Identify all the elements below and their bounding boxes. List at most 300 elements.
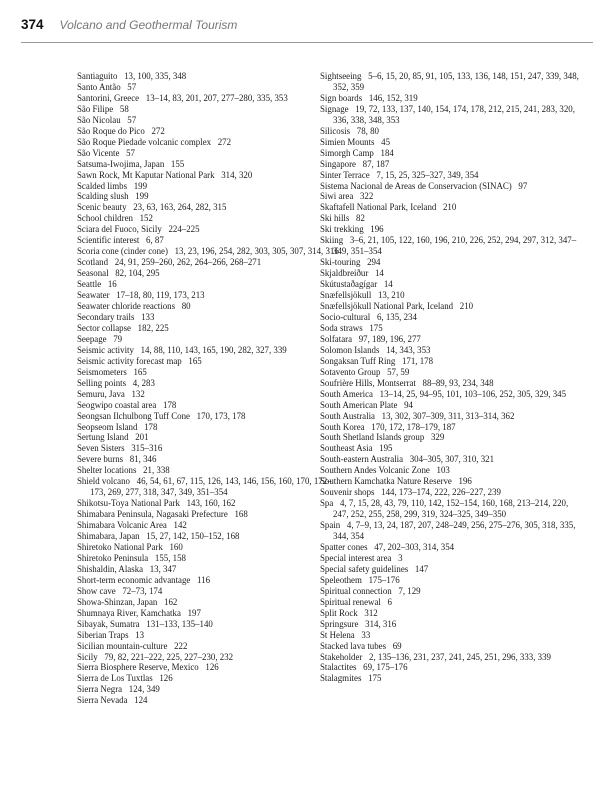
- index-page-refs: 33: [361, 629, 371, 640]
- index-page-refs: 168: [234, 509, 248, 520]
- index-term: Simien Mounts: [320, 136, 375, 147]
- index-entry: [320, 476, 582, 487]
- index-entry: [320, 170, 582, 181]
- index-page-refs: 16: [107, 279, 117, 290]
- index-entry: [77, 662, 339, 673]
- index-page-refs: 175: [369, 322, 383, 333]
- index-entry: [77, 608, 339, 619]
- index-page-refs: 142: [173, 520, 187, 531]
- index-term: Seogwipo coastal area: [77, 399, 157, 410]
- index-page-refs: 69, 175–176: [363, 662, 408, 673]
- index-page-refs: 3–6, 21, 105, 122, 160, 196, 210, 226, 252, 294, 297, 312, 347–349, 351–354: [333, 235, 577, 257]
- index-term: Singapore: [320, 158, 356, 169]
- index-page-refs: 79, 82, 221–222, 225, 227–230, 232: [104, 651, 234, 662]
- index-page-refs: 170, 172, 178–179, 187: [371, 421, 456, 432]
- index-page-refs: 131–133, 135–140: [146, 618, 213, 629]
- index-term: Santo Antão: [77, 81, 121, 92]
- index-term: Shelter locations: [77, 465, 137, 476]
- index-term: Special safety guidelines: [320, 563, 409, 574]
- index-term: Sistema Nacional de Areas de Conservacion (SINAC): [320, 180, 512, 191]
- index-page-refs: 13, 302, 307–309, 311, 313–314, 362: [381, 410, 515, 421]
- index-entry: [77, 301, 339, 312]
- index-page-refs: 147: [414, 563, 429, 574]
- index-entry: [320, 356, 582, 367]
- index-entry: [77, 71, 339, 82]
- index-page-refs: 6, 87: [146, 235, 164, 246]
- index-page-refs: 78, 80: [356, 125, 379, 136]
- index-page-refs: 146, 152, 319: [368, 92, 418, 103]
- index-entry: [77, 93, 339, 104]
- index-entry: [320, 235, 582, 257]
- index-entry: [77, 641, 339, 652]
- index-term: Soufrière Hills, Montserrat: [320, 377, 416, 388]
- index-entry: [320, 389, 582, 400]
- index-term: School children: [77, 213, 133, 224]
- index-page-refs: 82, 104, 295: [115, 268, 160, 279]
- index-term: Scotland: [77, 257, 109, 268]
- index-term: Shimabara Peninsula, Nagasaki Prefecture: [77, 509, 228, 520]
- index-entry: [320, 93, 582, 104]
- index-page-refs: 224–225: [168, 224, 200, 235]
- index-entry: [320, 301, 582, 312]
- index-term: Sertung Island: [77, 432, 129, 443]
- index-entry: [77, 202, 339, 213]
- index-term: Solomon Islands: [320, 344, 380, 355]
- index-page-refs: 69: [392, 640, 402, 651]
- index-term: Sinter Terrace: [320, 169, 370, 180]
- index-term: Siwi area: [320, 191, 354, 202]
- index-page-refs: 322: [359, 191, 374, 202]
- index-entry: [320, 619, 582, 630]
- index-page-refs: 14, 88, 110, 143, 165, 190, 282, 327, 339: [140, 344, 287, 355]
- index-entry: [77, 684, 339, 695]
- index-page-refs: 57, 59: [387, 366, 410, 377]
- index-term: Ski hills: [320, 213, 350, 224]
- index-page-refs: 294: [367, 257, 381, 268]
- index-page-refs: 165: [188, 355, 202, 366]
- index-page-refs: 314, 320: [221, 169, 253, 180]
- index-term: Shishaldin, Alaska: [77, 563, 144, 574]
- index-page-refs: 88–89, 93, 234, 348: [422, 377, 494, 388]
- index-page-refs: 7, 15, 25, 325–327, 349, 354: [376, 169, 479, 180]
- index-term: Silicosis: [320, 125, 351, 136]
- index-term: Satsuma-Iwojima, Japan: [77, 158, 165, 169]
- index-term: Stakeholder: [320, 651, 363, 662]
- index-page-refs: 87, 187: [362, 158, 390, 169]
- index-entry: [320, 673, 582, 684]
- index-page-refs: 196: [458, 476, 472, 487]
- index-entry: [77, 411, 339, 422]
- index-term: South America: [320, 388, 373, 399]
- index-page-refs: 23, 63, 163, 264, 282, 315: [133, 202, 227, 213]
- running-title: Volcano and Geothermal Tourism: [59, 18, 238, 32]
- index-term: South Korea: [320, 421, 365, 432]
- index-page-refs: 94: [404, 399, 413, 410]
- index-term: São Nicolau: [77, 114, 121, 125]
- index-term: Skaftafell National Park, Iceland: [320, 202, 437, 213]
- index-entry: [320, 564, 582, 575]
- index-page-refs: 3: [398, 552, 403, 563]
- index-term: Split Rock: [320, 607, 358, 618]
- index-page-refs: 126: [205, 662, 219, 673]
- index-page-refs: 13, 100, 335, 348: [124, 71, 187, 81]
- index-page-refs: 14, 343, 353: [386, 344, 431, 355]
- index-term: Shimabara Volcanic Area: [77, 520, 167, 531]
- index-entry: [320, 257, 582, 268]
- index-entry: [320, 334, 582, 345]
- index-term: Shiretoko Peninsula: [77, 552, 149, 563]
- index-term: Shimabara, Japan: [77, 531, 140, 542]
- index-entry: [320, 641, 582, 652]
- index-term: Snæfellsjökull: [320, 290, 372, 301]
- index-term: St Helena: [320, 629, 355, 640]
- index-entry: [77, 148, 339, 159]
- index-term: Seopseom Island: [77, 421, 138, 432]
- index-term: Seawater chloride reactions: [77, 301, 176, 312]
- index-entry: [77, 432, 339, 443]
- index-term: Sightseeing: [320, 71, 362, 81]
- index-page-refs: 24, 91, 259–260, 262, 264–266, 268–271: [114, 257, 262, 268]
- index-term: Shiretoko National Park: [77, 541, 163, 552]
- index-entry: [320, 213, 582, 224]
- index-term: Sicilian mountain-culture: [77, 640, 168, 651]
- index-term: São Roque do Pico: [77, 125, 145, 136]
- index-entry: [77, 290, 339, 301]
- index-page-refs: 222: [174, 640, 188, 651]
- index-entry: [320, 465, 582, 476]
- index-page-refs: 103: [436, 465, 450, 476]
- index-term: Show cave: [77, 585, 116, 596]
- index-entry: [320, 432, 582, 443]
- index-page-refs: 170, 173, 178: [196, 410, 246, 421]
- index-entry: [77, 498, 339, 509]
- index-term: Soda straws: [320, 322, 363, 333]
- index-page-refs: 165: [133, 366, 147, 377]
- index-entry: [320, 411, 582, 422]
- index-page-refs: 13, 23, 196, 254, 282, 303, 305, 307, 314, 316: [174, 246, 339, 257]
- index-page-refs: 143, 160, 162: [186, 498, 236, 509]
- index-page-refs: 155: [170, 158, 185, 169]
- index-page-refs: 210: [442, 202, 457, 213]
- index-term: South Australia: [320, 410, 375, 421]
- index-page-refs: 57: [127, 81, 137, 92]
- index-term: Spiritual renewal: [320, 596, 381, 607]
- index-term: Showa-Shinzan, Japan: [77, 596, 158, 607]
- index-page-refs: 97, 189, 196, 277: [358, 333, 421, 344]
- index-term: Scalded limbs: [77, 180, 128, 191]
- index-entry: [320, 487, 582, 498]
- index-term: Spain: [320, 520, 341, 531]
- index-term: Seawater: [77, 290, 110, 301]
- index-entry: [77, 191, 339, 202]
- index-term: Secondary trails: [77, 311, 135, 322]
- index-term: Socio-cultural: [320, 311, 371, 322]
- index-entry: [77, 115, 339, 126]
- index-term: Southern Andes Volcanic Zone: [320, 465, 430, 476]
- index-page-refs: 196: [370, 224, 384, 235]
- index-entry: [320, 400, 582, 411]
- index-page-refs: 7, 129: [398, 585, 421, 596]
- index-entry: [320, 290, 582, 301]
- page-number: 374: [21, 17, 44, 32]
- index-entry: [77, 356, 339, 367]
- index-page-refs: 2, 135–136, 231, 237, 241, 245, 251, 296, 333, 339: [369, 651, 551, 662]
- index-entry: [77, 312, 339, 323]
- index-term: Ski-touring: [320, 257, 361, 268]
- index-page-refs: 58: [119, 103, 129, 114]
- index-term: Selling points: [77, 377, 127, 388]
- index-term: Stalagmites: [320, 673, 362, 684]
- index-page-refs: 195: [379, 443, 393, 454]
- index-page-refs: 199: [135, 191, 149, 202]
- index-page-refs: 5–6, 15, 20, 85, 91, 105, 133, 136, 148, 151, 247, 339, 348, 352, 359: [333, 71, 579, 92]
- index-entry: [320, 662, 582, 673]
- index-entry: [320, 608, 582, 619]
- index-term: Southern Kamchatka Nature Reserve: [320, 476, 452, 487]
- index-entry: [77, 564, 339, 575]
- index-page-refs: 47, 202–303, 314, 354: [374, 541, 455, 552]
- index-entry: [320, 542, 582, 553]
- index-entry: [320, 126, 582, 137]
- index-term: Spiritual connection: [320, 585, 392, 596]
- index-entry: [77, 619, 339, 630]
- index-term: Speleothem: [320, 574, 362, 585]
- index-entry: [320, 268, 582, 279]
- index-column-left: [77, 71, 339, 706]
- index-term: Seepage: [77, 333, 107, 344]
- index-term: Scoria cone (cinder cone): [77, 246, 168, 257]
- index-term: Seismic activity forecast map: [77, 355, 182, 366]
- index-page-refs: 116: [197, 574, 211, 585]
- index-term: Seasonal: [77, 268, 109, 279]
- index-page-refs: 14: [374, 268, 384, 279]
- index-page-refs: 19, 72, 133, 137, 140, 154, 174, 178, 212, 215, 241, 283, 320, 336, 338, 348, 353: [333, 103, 575, 125]
- index-page-refs: 4, 283: [132, 377, 155, 388]
- index-entry: [77, 575, 339, 586]
- index-entry: [77, 170, 339, 181]
- index-entry: [77, 235, 339, 246]
- page-header: [21, 17, 237, 41]
- index-page-refs: 4, 7, 15, 28, 43, 79, 110, 142, 152–154, 160, 168, 213–214, 220, 247, 252, 255, 258, 299, 319, 324–325, 349–350: [333, 498, 569, 520]
- index-term: Songaksan Tuff Ring: [320, 355, 396, 366]
- index-page-refs: 6, 135, 234: [376, 311, 417, 322]
- index-entry: [320, 345, 582, 356]
- index-term: Signage: [320, 103, 349, 114]
- index-entry: [77, 520, 339, 531]
- index-term: Sciara del Fuoco, Sicily: [77, 224, 162, 235]
- index-page-refs: 45: [381, 136, 391, 147]
- index-page-refs: 144, 173–174, 222, 226–227, 239: [381, 487, 501, 498]
- index-term: Sawn Rock, Mt Kaputar National Park: [77, 169, 215, 180]
- index-entry: [77, 630, 339, 641]
- index-entry: [320, 148, 582, 159]
- index-page-refs: 272: [217, 136, 232, 147]
- index-entry: [320, 323, 582, 334]
- index-page-refs: 57: [126, 147, 135, 158]
- index-term: Shield volcano: [77, 476, 130, 487]
- index-page-refs: 124: [134, 695, 148, 706]
- index-entry: [77, 443, 339, 454]
- index-page-refs: 160: [169, 541, 183, 552]
- index-term: Seismic activity: [77, 344, 134, 355]
- index-entry: [77, 465, 339, 476]
- index-entry: [320, 652, 582, 663]
- index-term: Spa: [320, 498, 334, 509]
- index-page-refs: 6: [387, 596, 392, 607]
- index-entry: [320, 202, 582, 213]
- index-page-refs: 72–73, 174: [122, 585, 163, 596]
- index-page-refs: 13–14, 25, 94–95, 101, 103–106, 252, 305, 329, 345: [379, 388, 567, 399]
- index-page-refs: 312: [364, 607, 378, 618]
- index-page-refs: 178: [144, 421, 158, 432]
- index-page-refs: 81, 346: [129, 454, 157, 465]
- index-entry: [320, 586, 582, 597]
- index-entry: [77, 422, 339, 433]
- index-entry: [77, 213, 339, 224]
- index-page-refs: 79: [113, 333, 123, 344]
- index-page-refs: 15, 27, 142, 150–152, 168: [146, 531, 240, 542]
- index-entry: [320, 422, 582, 433]
- index-entry: [77, 159, 339, 170]
- index-entry: [77, 334, 339, 345]
- index-entry: [77, 224, 339, 235]
- index-page-refs: 184: [380, 147, 394, 158]
- index-entry: [77, 597, 339, 608]
- index-term: Scientific interest: [77, 235, 140, 246]
- index-term: São Roque Piedade volcanic complex: [77, 136, 212, 147]
- index-page-refs: 13, 347: [149, 563, 177, 574]
- index-page-refs: 315–316: [131, 443, 163, 454]
- index-entry: [77, 279, 339, 290]
- index-page-refs: 46, 54, 61, 67, 115, 126, 143, 146, 156, 160, 170, 172–173, 269, 277, 318, 347, 349, 351–354: [90, 476, 332, 498]
- index-page-refs: 126: [159, 673, 173, 684]
- index-page-refs: 13: [135, 629, 145, 640]
- index-term: Southeast Asia: [320, 443, 373, 454]
- index-entry: [77, 268, 339, 279]
- index-entry: [320, 520, 582, 542]
- index-term: Short-term economic advantage: [77, 574, 191, 585]
- index-entry: [320, 575, 582, 586]
- index-term: Sierra Nevada: [77, 695, 128, 706]
- index-term: Seongsan Ilchulbong Tuff Cone: [77, 410, 190, 421]
- index-page-refs: 329: [430, 432, 445, 443]
- index-term: Semuru, Java: [77, 388, 125, 399]
- index-page-refs: 272: [151, 125, 165, 136]
- index-entry: [77, 345, 339, 356]
- index-entry: [77, 652, 339, 663]
- index-term: Springsure: [320, 618, 359, 629]
- index-entry: [320, 454, 582, 465]
- index-page-refs: 178: [163, 399, 177, 410]
- index-entry: [320, 597, 582, 608]
- index-term: São Vicente: [77, 147, 120, 158]
- index-term: Seattle: [77, 279, 102, 290]
- index-entry: [77, 389, 339, 400]
- index-entry: [77, 673, 339, 684]
- index-entry: [320, 71, 582, 93]
- index-term: South American Plate: [320, 399, 398, 410]
- index-term: Scalding slush: [77, 191, 129, 202]
- index-page-refs: 155, 158: [154, 552, 186, 563]
- index-entry: [77, 126, 339, 137]
- index-page-refs: 182, 225: [137, 322, 169, 333]
- index-term: Special interest area: [320, 552, 392, 563]
- index-term: Santorini, Greece: [77, 92, 140, 103]
- index-page-refs: 304–305, 307, 310, 321: [409, 454, 495, 465]
- index-page-refs: 4, 7–9, 13, 24, 187, 207, 248–249, 256, 275–276, 305, 318, 335, 344, 354: [333, 520, 576, 542]
- index-entry: [77, 378, 339, 389]
- index-page-refs: 171, 178: [401, 355, 434, 366]
- index-entry: [77, 695, 339, 706]
- index-entry: [77, 509, 339, 520]
- index-entry: [77, 323, 339, 334]
- index-page-refs: 133: [141, 311, 155, 322]
- index-page-refs: 13–14, 83, 201, 207, 277–280, 335, 353: [145, 92, 288, 103]
- index-term: Sector collapse: [77, 322, 131, 333]
- index-entry: [77, 586, 339, 597]
- index-term: Seven Sisters: [77, 443, 125, 454]
- index-page-refs: 162: [164, 596, 178, 607]
- index-page-refs: 14: [383, 279, 393, 290]
- index-term: Severe burns: [77, 454, 124, 465]
- index-entry: [320, 443, 582, 454]
- index-term: South Shetland Islands group: [320, 432, 425, 443]
- index-entry: [320, 104, 582, 126]
- index-page-refs: 124, 349: [128, 684, 160, 695]
- index-entry: [320, 137, 582, 148]
- index-page-refs: 97: [518, 180, 528, 191]
- index-page-refs: 57: [127, 114, 137, 125]
- index-page-refs: 199: [133, 180, 148, 191]
- index-entry: [320, 224, 582, 235]
- index-term: Sign boards: [320, 92, 363, 103]
- index-entry: [77, 531, 339, 542]
- index-term: Sotavento Group: [320, 366, 381, 377]
- index-term: Seismometers: [77, 366, 127, 377]
- index-entry: [320, 181, 582, 192]
- index-term: Sierra de Los Tuxtlas: [77, 673, 153, 684]
- index-entry: [320, 279, 582, 290]
- index-page-refs: 21, 338: [143, 465, 170, 476]
- index-entry: [77, 454, 339, 465]
- index-term: South-eastern Australia: [320, 454, 404, 465]
- index-term: Stacked lava tubes: [320, 640, 387, 651]
- index-term: Sierra Negra: [77, 684, 123, 695]
- index-entry: [320, 498, 582, 520]
- index-entry: [320, 191, 582, 202]
- header-rule: [21, 42, 593, 43]
- index-entry: [320, 630, 582, 641]
- index-page-refs: 197: [187, 607, 201, 618]
- index-entry: [77, 553, 339, 564]
- index-term: Santiaguito: [77, 71, 118, 81]
- index-term: Skiing: [320, 235, 344, 246]
- index-entry: [320, 378, 582, 389]
- index-page-refs: 314, 316: [365, 618, 397, 629]
- index-entry: [77, 542, 339, 553]
- index-term: Sicily: [77, 651, 98, 662]
- index-entry: [320, 553, 582, 564]
- index-entry: [77, 400, 339, 411]
- index-term: Siberian Traps: [77, 629, 129, 640]
- index-entry: [77, 137, 339, 148]
- index-entry: [320, 312, 582, 323]
- index-entry: [77, 367, 339, 378]
- index-term: Shikotsu-Toya National Park: [77, 498, 180, 509]
- index-term: Ski trekking: [320, 224, 364, 235]
- index-term: Simorgh Camp: [320, 147, 374, 158]
- index-entry: [320, 367, 582, 378]
